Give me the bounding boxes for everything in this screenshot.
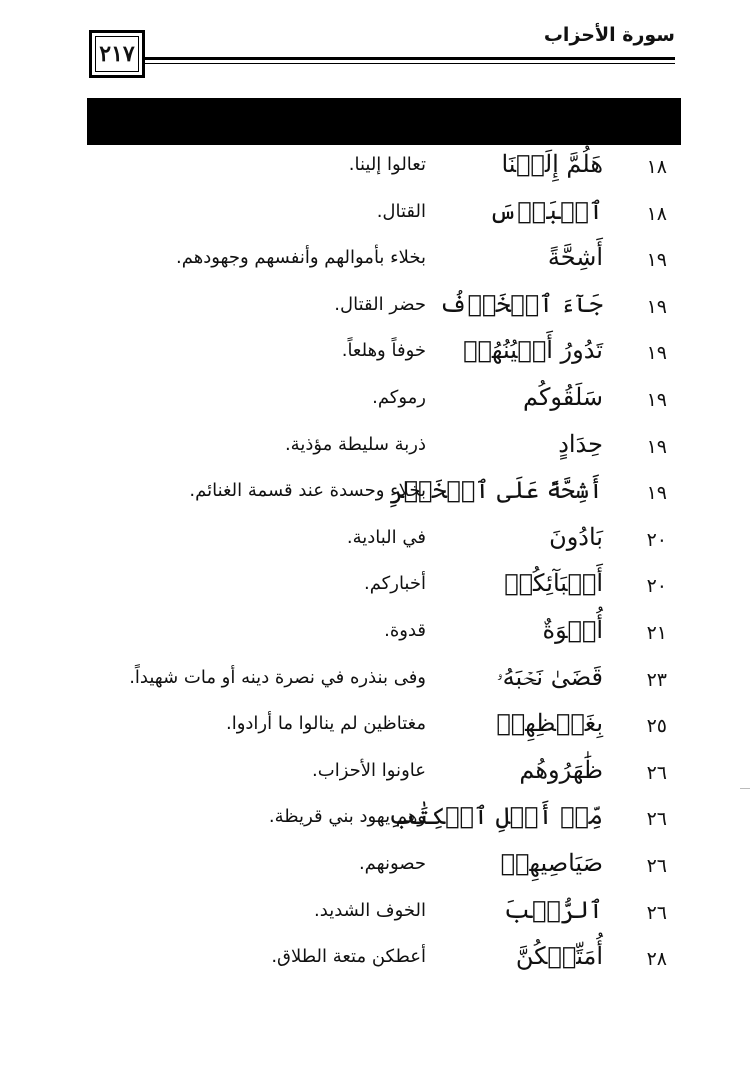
word-meaning: أعطكن متعة الطلاق. <box>271 946 426 968</box>
glossary-row <box>87 940 681 987</box>
quran-word: أَنۢبَآئِكُمۡ <box>504 569 603 598</box>
verse-number: ٢٨ <box>646 948 667 971</box>
glossary-row <box>87 614 681 661</box>
word-meaning: رموكم. <box>372 386 426 408</box>
verse-number: ١٨ <box>646 156 667 178</box>
glossary-row <box>87 148 681 195</box>
quran-word: هَلُمَّ إِلَيۡنَا <box>501 150 603 178</box>
glossary-row <box>87 288 681 335</box>
verse-number: ١٨ <box>646 202 667 225</box>
glossary-row <box>87 381 681 428</box>
quran-word: صَيَاصِيهِمۡ <box>500 848 603 877</box>
quran-word: قَضَىٰ نَحۡبَهُۥ <box>496 662 603 691</box>
glossary-row <box>87 847 681 894</box>
header-rule-thin <box>145 63 675 64</box>
quran-word: أُسۡوَةٌ <box>542 615 603 644</box>
verse-number: ١٩ <box>646 342 667 365</box>
word-meaning: عاونوا الأحزاب. <box>312 759 426 781</box>
quran-word: تَدُورُ أَعۡيُنُهُمۡ <box>463 336 603 365</box>
word-meaning: حضر القتال. <box>334 293 426 315</box>
glossary-row <box>87 428 681 475</box>
word-meaning: تعالوا إلينا. <box>348 154 426 175</box>
glossary-row <box>87 334 681 381</box>
verse-number: ١٩ <box>646 435 667 458</box>
quran-word: ظَٰهَرُوهُم <box>519 755 603 784</box>
page-number: ٢١٧ <box>99 41 135 67</box>
word-meaning: ذربة سليطة مؤذية. <box>284 433 426 455</box>
glossary-row <box>87 241 681 288</box>
quran-word: بَادُونَ <box>549 522 603 551</box>
word-meaning: بخلاء بأموالهم وأنفسهم وجهودهم. <box>176 247 426 269</box>
quran-word: حِدَادٍ <box>558 429 603 458</box>
verse-number: ١٩ <box>646 249 667 272</box>
quran-word: ٱلرُّعۡبَ <box>503 895 603 924</box>
word-meaning: الخوف الشديد. <box>314 899 426 921</box>
verse-number: ٢٦ <box>646 854 667 877</box>
verse-number: ١٩ <box>646 388 667 411</box>
verse-number: ١٩ <box>646 295 667 318</box>
surah-title: سورة الأحزاب <box>543 24 675 46</box>
verse-number: ٢٦ <box>646 901 667 924</box>
section-banner <box>87 98 681 145</box>
verse-number: ٢١ <box>646 621 667 644</box>
glossary-row <box>87 754 681 801</box>
glossary-row <box>87 521 681 568</box>
glossary-row <box>87 195 681 242</box>
page-number-box <box>89 30 145 78</box>
glossary-row <box>87 800 681 847</box>
verse-number: ١٩ <box>646 482 667 505</box>
word-meaning: قدوة. <box>384 619 426 641</box>
verse-number: ٢٦ <box>646 808 667 831</box>
quran-word: مِّنۡ أَهۡلِ ٱلۡكِتَٰبِ <box>388 802 603 831</box>
quran-word: بِغَيۡظِهِمۡ <box>496 709 603 738</box>
glossary-row <box>87 567 681 614</box>
verse-number: ٢٠ <box>646 528 667 551</box>
word-meaning: بخلاء وحسدة عند قسمة الغنائم. <box>189 480 426 502</box>
glossary-row <box>87 707 681 754</box>
page-header <box>0 0 755 90</box>
glossary-row <box>87 661 681 708</box>
word-meaning: حصونهم. <box>358 852 426 874</box>
header-rule-thick <box>145 57 675 60</box>
verse-number: ٢٣ <box>646 668 667 691</box>
quran-word: سَلَقُوكُم <box>523 382 603 411</box>
word-meaning: القتال. <box>376 200 426 222</box>
verse-number: ٢٠ <box>646 575 667 598</box>
glossary-list <box>87 148 681 987</box>
word-meaning: خوفاً وهلعاً. <box>341 340 426 362</box>
word-meaning: وهم يهود بني قريظة. <box>268 806 426 828</box>
quran-word: أَشِحَّةً <box>547 243 603 272</box>
quran-word: أُمَتِّعۡكُنَّ <box>515 942 603 971</box>
verse-number: ٢٥ <box>646 715 667 738</box>
glossary-row <box>87 894 681 941</box>
glossary-row <box>87 474 681 521</box>
word-meaning: مغتاظين لم ينالوا ما أرادوا. <box>225 713 426 735</box>
word-meaning: أخباركم. <box>363 573 426 595</box>
word-meaning: وفى بنذره في نصرة دينه أو مات شهيداً. <box>129 666 426 688</box>
quran-word: أَشِحَّةً عَلَى ٱلۡخَيۡرِ <box>389 476 603 505</box>
margin-mark <box>740 788 750 789</box>
word-meaning: في البادية. <box>346 526 426 548</box>
quran-word: جَآءَ ٱلۡخَوۡفُ <box>439 289 603 318</box>
verse-number: ٢٦ <box>646 761 667 784</box>
quran-word: ٱلۡبَأۡسَ <box>489 196 603 225</box>
